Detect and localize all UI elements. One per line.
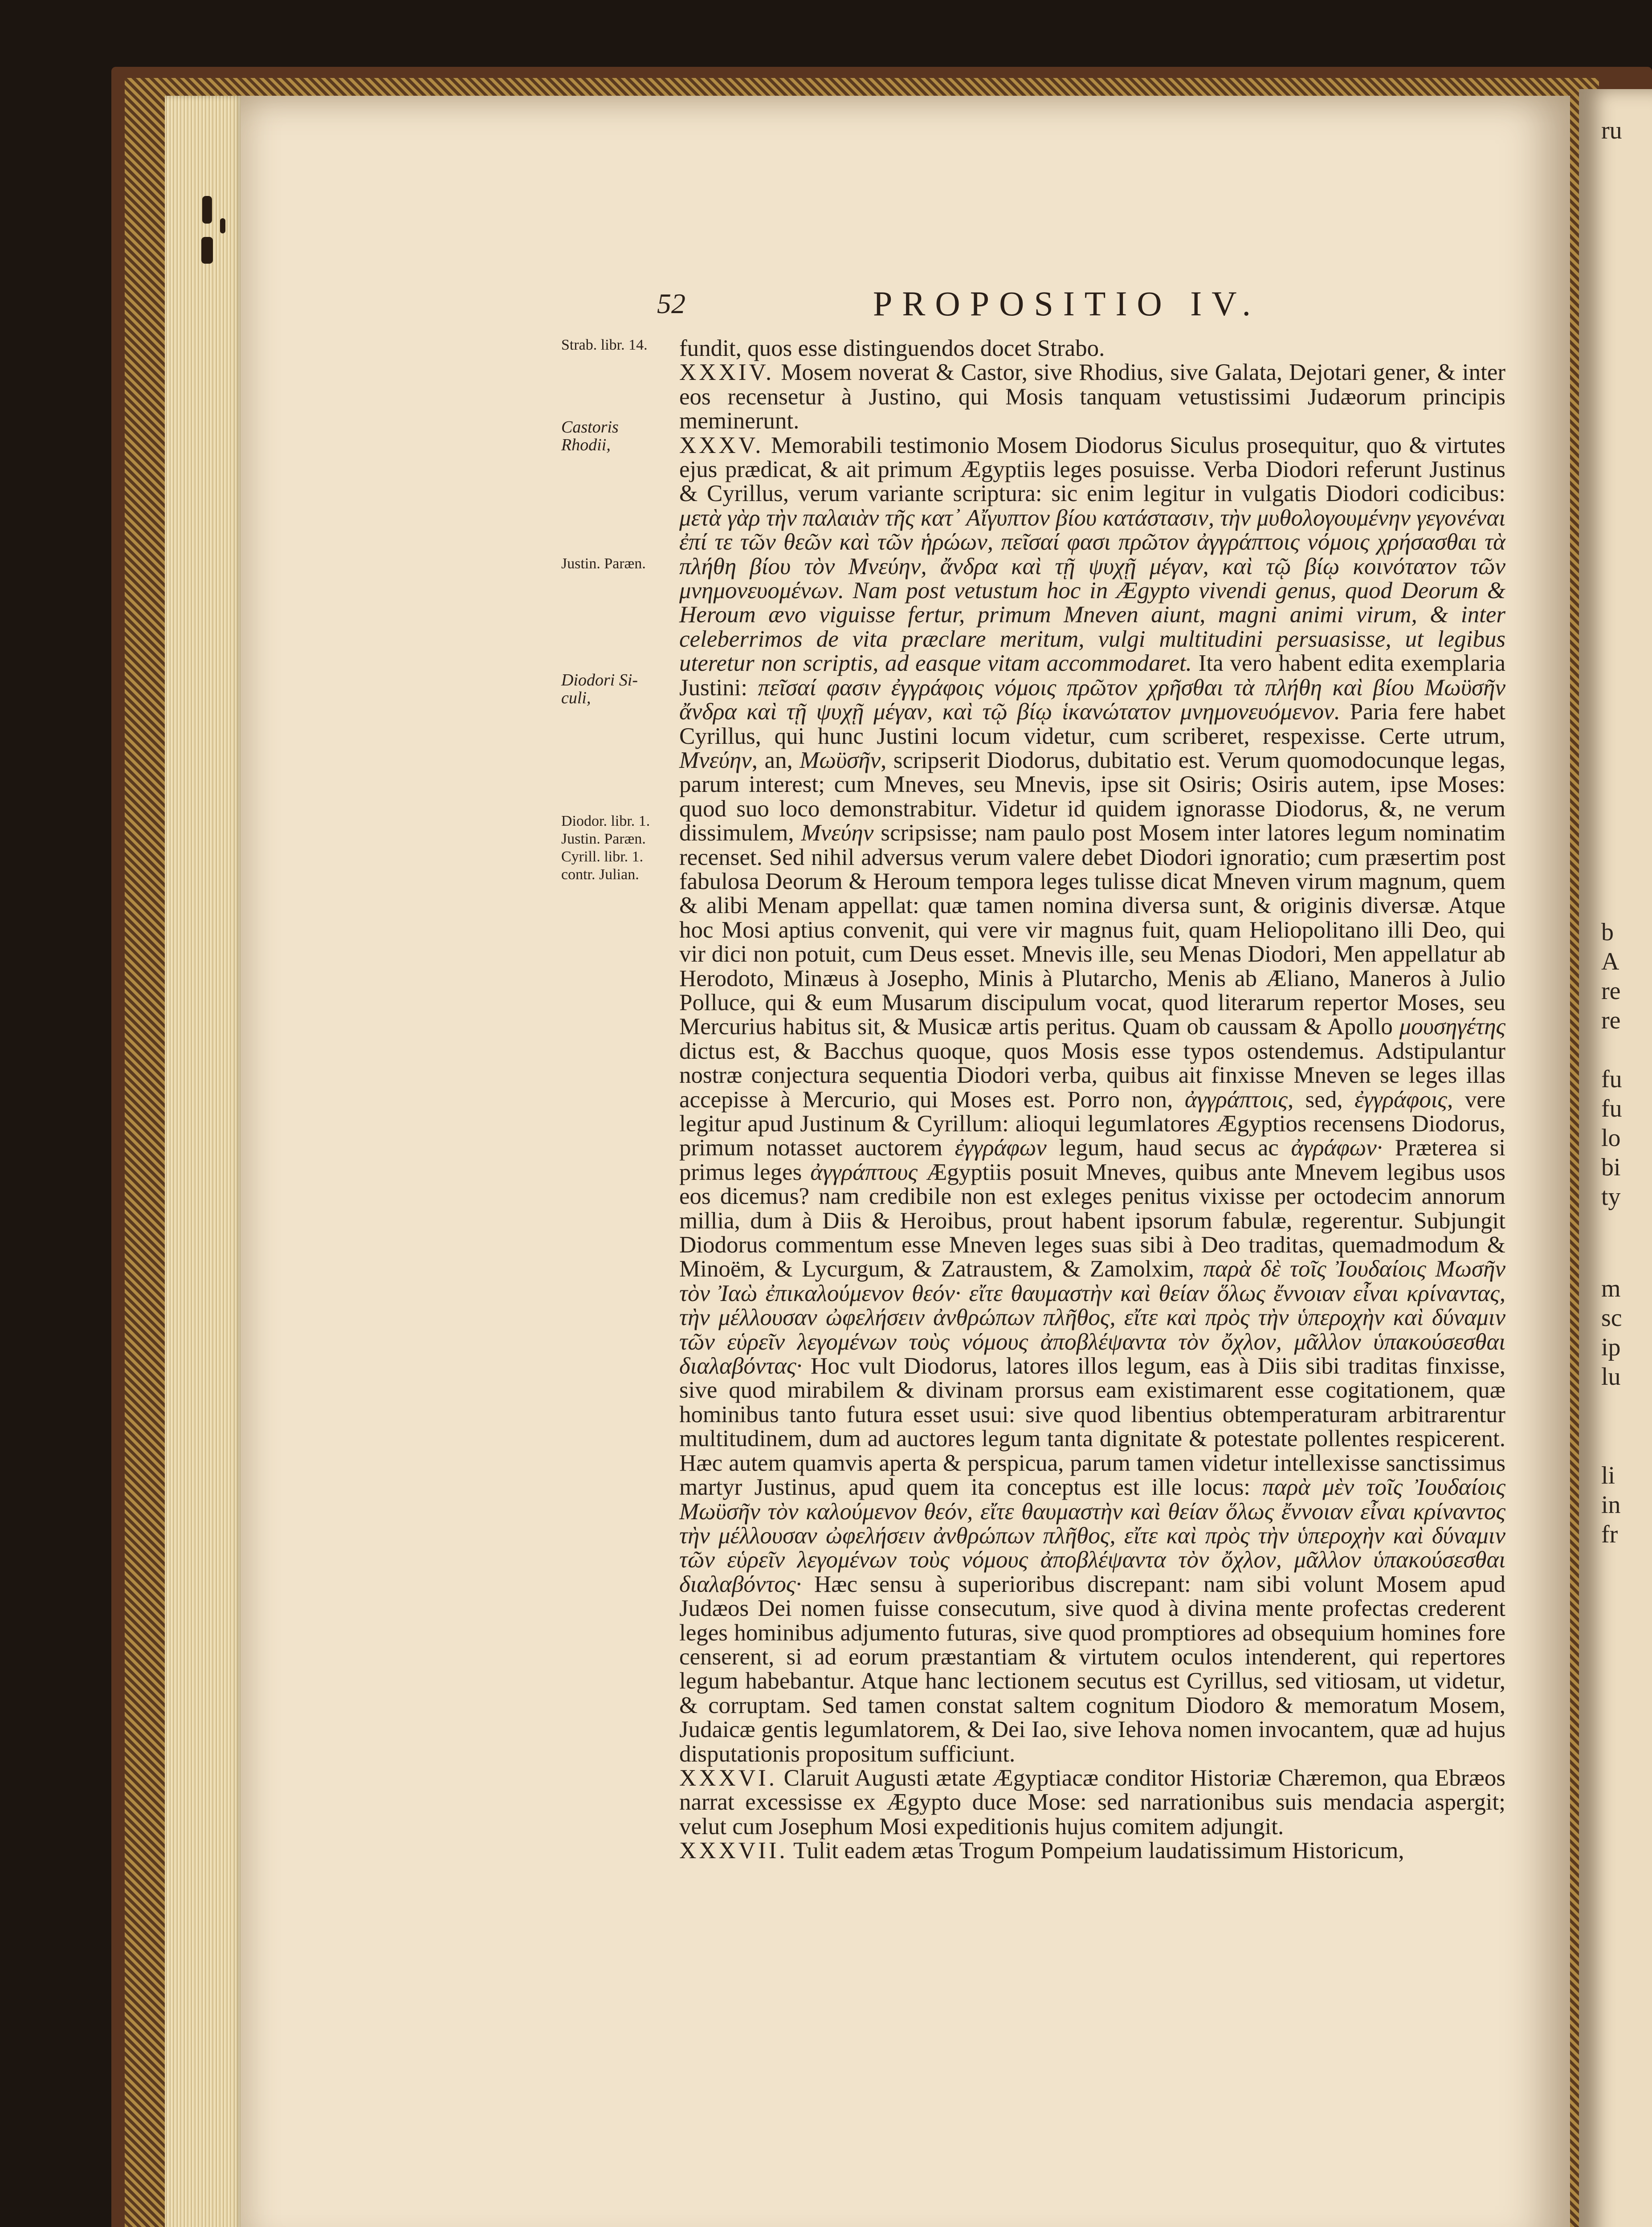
- section-text: , vere legitur apud Justinum & Cyrillum: alioqui legumlatores Ægyptios recensens Diodorus, primum notasset auctorem: [679, 1086, 1506, 1161]
- greek-word: ἀγγράπτους: [810, 1159, 918, 1185]
- section-35: [679, 433, 1505, 1766]
- section-37: [679, 1839, 1505, 1863]
- section-text: legum, haud secus ac: [1059, 1135, 1279, 1161]
- margin-note-line: culi,: [561, 689, 591, 707]
- section-number: XXXV.: [679, 432, 764, 458]
- margin-note: [561, 418, 619, 454]
- greek-word: ἐγγράφοις: [1354, 1086, 1448, 1113]
- greek-word: Μνεύην: [801, 820, 874, 846]
- section-text: Tulit eadem ætas Trogum Pompeium laudatissimum Historicum,: [793, 1838, 1404, 1864]
- margin-note: [561, 671, 638, 707]
- ink-marks: [200, 196, 236, 267]
- page-header: [241, 284, 1570, 336]
- greek-word: Μνεύην: [679, 747, 752, 773]
- margin-note-line: Cyrill. libr. 1.: [561, 848, 644, 865]
- greek-quote: μετὰ γὰρ τὴν παλαιὰν τῆς κατ᾽ Αἴγυπτον βίου κατάστασιν, τὴν μυθολογουμένην γεγονέναι ἐπί τε τῶν θεῶν καὶ τῶν ἡρώων, πεῖσαί φασι πρῶτον ἀγγράπτοις νόμοις χρήσασθαι τὰ πλήθη βίου τὸν Μνεύην, ἄνδρα καὶ τῇ ψυχῇ μέγαν, καὶ τῷ βίῳ κοινότατον τῶν μνημονευομένων.: [679, 505, 1505, 604]
- margin-note: [561, 555, 646, 573]
- section-text: , sed,: [1287, 1086, 1343, 1113]
- body-text: [679, 336, 1505, 1863]
- section-text: Hoc vult Diodorus, latores illos legum, eas à Diis sibi traditas finxisse, sive quod mirabilem & divinam prorsus eam existimarent esse cogitationem, quæ hominibus tanto futura esset usui: sive quod libentius obtemperaturam arbitrarentur multitudinem, dum ad auctores legum tanta dignitate & potestate pollentes respicerent. Hæc autem quamvis aperta & perspicua, parum tamen videtur intellexisse sanctissimus martyr Justinus, apud quem ita conceptus est ille locus:: [679, 1353, 1505, 1501]
- section-number: XXXVI.: [679, 1765, 777, 1791]
- section-text: Mosem noverat & Castor, sive Rhodius, sive Galata, Dejotari gener, & inter eos recensetur à Justino, qui Mosis tanquam vetustissimi Judæorum principis meminerunt.: [679, 359, 1506, 434]
- section-number: XXXIV.: [679, 359, 775, 386]
- margin-note-line: Castoris: [561, 418, 619, 436]
- margin-note-line: Justin. Paræn.: [561, 555, 646, 572]
- section-text: Paria fere habet Cyrillus, qui hunc Justini locum videtur, cum scriberet, respexisse. Certe utrum,: [679, 699, 1505, 749]
- facing-page: [1579, 89, 1652, 2227]
- opening-line: fundit, quos esse distinguendos docet Strabo.: [679, 335, 1105, 361]
- section-text: , scripserit Diodorus, dubitatio est. Verum quomodocunque legas, parum interest; cum Mneves, seu Mnevis, ipse sit Osiris; Osiris autem, ipse Moses: quod suo loco demonstrabitur. Videtur id quidem ignorasse Diodorus, &, ne verum dissimulem,: [679, 747, 1506, 846]
- greek-word: μουσηγέτης: [1399, 1014, 1506, 1040]
- greek-word: ἐγγράφων: [954, 1135, 1047, 1161]
- section-text: Ita vero habent edita exemplaria Justini:: [679, 650, 1505, 701]
- margin-note-line: Strab. libr. 14.: [561, 337, 648, 353]
- greek-word: ἀγγράπτοις: [1184, 1086, 1288, 1113]
- greek-word: Μωϋσῆν: [799, 747, 881, 773]
- running-title: PROPOSITIO IV.: [873, 284, 1260, 323]
- section-text: , an,: [751, 747, 793, 773]
- facing-fragment: b A re re fu fu lo bi ty: [1601, 918, 1622, 1211]
- margin-note-line: contr. Julian.: [561, 866, 639, 883]
- section-36: [679, 1766, 1505, 1839]
- section-34: [679, 360, 1505, 433]
- section-text: Ægyptiis posuit Mneves, quibus ante Mnevem legibus usos eos dicemus? nam credibile non est exleges penitus vixisse per octodecim annorum millia, dum à Diis & Heroibus, prout habent ipsorum fabulæ, regerentur. Subjungit Diodorus commentum esse Mneven leges suas sibi à Deo traditas, quemadmodum & Minoëm, & Lycurgum, & Zatraustem, & Zamolxim,: [679, 1159, 1505, 1282]
- margin-note-line: Justin. Paræn.: [561, 831, 646, 847]
- section-text: dictus est, & Bacchus quoque, quos Mosis esse typos ostendemus. Adstipulantur nostræ conjectura sequentia Diodori verba, quibus ait finxisse Mneven se leges illas accepisse à Mercurio, qui Moses est. Porro non,: [679, 1038, 1505, 1113]
- page-number: 52: [657, 288, 685, 319]
- greek-quote: παρὰ δὲ τοῖς Ἰουδαίοις Μωσῆν τὸν Ἰαὼ ἐπικαλούμενον θεόν· εἴτε θαυμαστὴν καὶ θείαν ὅλως ἔννοιαν εἶναι κρίναντας, τὴν μέλλουσαν ὠφελήσειν ἀνθρώπων πλῆθος, εἴτε καὶ πρὸς τὴν ὑπεροχὴν καὶ δύναμιν τῶν εὑρεῖν λεγομένων τοὺς νόμους ἀποβλέψαντα τὸν ὄχλον, μᾶλλον ὑπακούσεσθαι διαλαβόντας·: [679, 1256, 1505, 1379]
- margin-note: [561, 336, 648, 354]
- margin-note-line: Diodor. libr. 1.: [561, 813, 650, 829]
- book-page: [241, 96, 1570, 2227]
- section-text: Claruit Augusti ætate Ægyptiacæ conditor Historiæ Chæremon, qua Ebræos narrat excessisse ex Ægypto duce Mose: sed narrationibus suis mendacia aspergit; velut cum Josephum Mosi expeditionis hujus comitem adjungit.: [679, 1765, 1505, 1840]
- greek-quote: πεῖσαί φασιν ἐγγράφοις νόμοις πρῶτον χρῆσθαι τὰ πλήθη καὶ βίου Μωϋσῆν ἄνδρα καὶ τῇ ψυχῇ μέγαν, καὶ τῷ βίῳ ἱκανώτατον μνημονευόμενον.: [679, 674, 1505, 725]
- margin-note-line: Rhodii,: [561, 436, 611, 454]
- greek-quote: παρὰ μὲν τοῖς Ἰουδαίοις Μωϋσῆν τὸν καλούμενον θεόν, εἴτε θαυμαστὴν καὶ θείαν ὅλως ἔννοιαν εἶναι κρίναντος τὴν μέλλουσαν ὠφελήσειν ἀνθρώπων πλῆθος, εἴτε καὶ πρὸς τὴν ὑπεροχὴν καὶ δύναμιν τῶν εὑρεῖν λεγομένων τοὺς νόμους ἀποβλέψαντα τὸν ὄχλον, μᾶλλον ὑπακούσεσθαι διαλαβόντος·: [679, 1474, 1506, 1597]
- facing-fragment: ru: [1601, 117, 1622, 144]
- margin-note-line: Diodori Si-: [561, 671, 638, 689]
- section-text: Præterea si primus leges: [679, 1135, 1506, 1185]
- section-text: Hæc sensu à superioribus discrepant: nam sibi volunt Mosem apud Judæos Dei nomen fuisse consecutum, sive quod à divina mente profectas crederent leges hominibus adjumento futuras, sive quod promptiores ad obsequium homines fore censerent, si ad eorum præstantiam & virtutem oculos intenderent, qui repertores legum habebantur. Atque hanc lectionem secutus est Cyrillus, sed vitiosam, ut videtur, & corruptam. Sed tamen constat saltem cognitum Diodoro & memoratum Mosem, Judaicæ gentis legumlatorem, & Dei Iao, sive Iehova nomen invocantem, quæ ad hujus disputationis propositum sufficiunt.: [679, 1571, 1506, 1767]
- facing-fragment: m sc ip lu: [1601, 1275, 1622, 1391]
- latin-translation: Nam post vetustum hoc in Ægypto vivendi genus, quod Deorum & Heroum ævo viguisse fertur, primum Mneven aiunt, magni animi virum, & inter celeberrimos de vita præclare meritum, vulgi multitudini persuasisse, ut legibus uteretur non scriptis, ad easque vitam accommodaret.: [679, 578, 1506, 677]
- margin-note: [561, 812, 650, 884]
- facing-fragment: li in fr: [1601, 1462, 1621, 1548]
- greek-word: ἀγράφων·: [1291, 1135, 1383, 1161]
- page-edges: [165, 96, 243, 2227]
- section-number: XXXVII.: [679, 1838, 788, 1864]
- section-text: Memorabili testimonio Mosem Diodorus Siculus prosequitur, quo & virtutes ejus prædicat, & ait primum Ægyptiis leges posuisse. Verba Diodori referunt Justinus & Cyrillus, verum variante scriptura: sic enim legitur in vulgatis Diodori codicibus:: [679, 432, 1506, 507]
- section-text: scripsisse; nam paulo post Mosem inter latores legum nominatim recenset. Sed nihil adversus verum valere debet Diodori ignoratio; cum præsertim post fabulosa Deorum & Heroum tempora leges tulisse dicat Mneven virum magnum, quem & alibi Menam appellat: quæ tamen nomina diversa sunt, & originis diversæ. Atque hoc Mosi aptius convenit, qui vere vir magnus fuit, quam Heliopolitano illi Deo, qui vir dici non potuit, cum Deus esset. Mnevis ille, seu Menas Diodori, Men appellatur ab Herodoto, Minæus à Josepho, Minis à Plutarcho, Menis ab Æliano, Maneros à Julio Polluce, qui & eum Musarum discipulum vocat, quod literarum repertor Moses, seu Mercurius habitus sit, & Musicæ artis peritus. Quam ob caussam & Apollo: [679, 820, 1506, 1040]
